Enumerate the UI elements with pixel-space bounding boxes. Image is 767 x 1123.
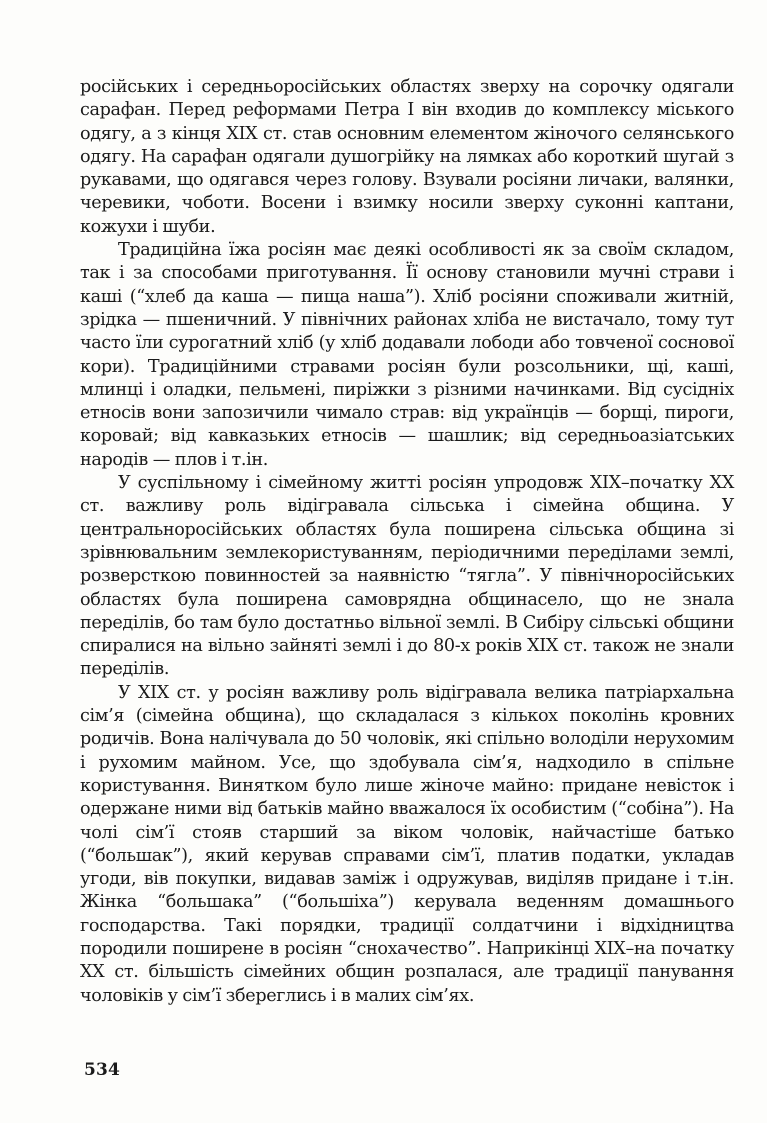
paragraph-food: Традиційна їжа росіян має деякі особливості як за своїм складом, так і за способами приготування. Її основу становили мучні страви і каші (“хлеб да каша — пища наша”). Хліб росіяни споживали житній, зрідка — пшеничний. У північних районах хліба не вистачало, тому тут часто їли сурогатний хліб (у хліб додавали лободи або товченої соснової кори). Традиційними стравами росіян були розсольники, щі, каші, млинці і оладки, пельмені, пиріжки з різними начинками. Від сусідніх етносів вони запозичили чимало страв: від українців — борщі, пироги, коровай; від кавказьких етносів — шашлик; від середньоазіатських народів — плов і т.ін. [80,240,734,470]
paragraph-community: У суспільному і сімейному житті росіян упродовж XIX–початку XX ст. важливу роль відігравала сільська і сімейна община. У центральноросійських областях була поширена сільська община зі зрівнювальним землекористуванням, періодичними переділами землі, розверсткою повинностей за наявністю “тягла”. У північноросійських областях була поширена самоврядна общинасело, що не знала переділів, бо там було достатньо вільної землі. В Сибіру сільські общини спиралися на вільно зайняті землі і до 80-х років XIX ст. також не знали переділів. [80,473,734,680]
paragraph-family: У XIX ст. у росіян важливу роль відігравала велика патріархальна сім’я (сімейна община), що складалася з кількох поколінь кровних родичів. Вона налічувала до 50 чоловік, які спільно володіли нерухомим і рухомим майном. Усе, що здобувала сім’я, надходило в спільне користування. Винятком було лише жіноче майно: придане невісток і одержане ними від батьків майно вважалося їх особистим (“собіна”). На чолі сім’ї стояв старший за віком чоловік, найчастіше батько (“большак”), який керував справами сім’ї, платив податки, укладав угоди, вів покупки, видавав заміж і одружував, виділяв придане і т.ін. Жінка “большака” (“большіха”) керувала веденням домашнього господарства. Такі порядки, традиції солдатчини і відхідництва породили поширене в росіян “снохачество”. Наприкінці XIX–на початку XX ст. більшість сімейних общин розпалася, але традиції панування чоловіків у сім’ї збереглись і в малих сім’ях. [80,682,734,1006]
page-number: 534 [84,1060,121,1080]
body-text [80,76,734,1008]
paragraph-clothing: російських і середньоросійських областях зверху на сорочку одягали сарафан. Перед реформами Петра I він входив до комплексу міського одягу, а з кінця XIX ст. став основним елементом жіночого селянського одягу. На сарафан одягали душогрійку на лямках або короткий шугай з рукавами, що одягався через голову. Взували росіяни личаки, валянки, черевики, чоботи. Восени і взимку носили зверху суконні каптани, кожухи і шуби. [80,77,734,237]
